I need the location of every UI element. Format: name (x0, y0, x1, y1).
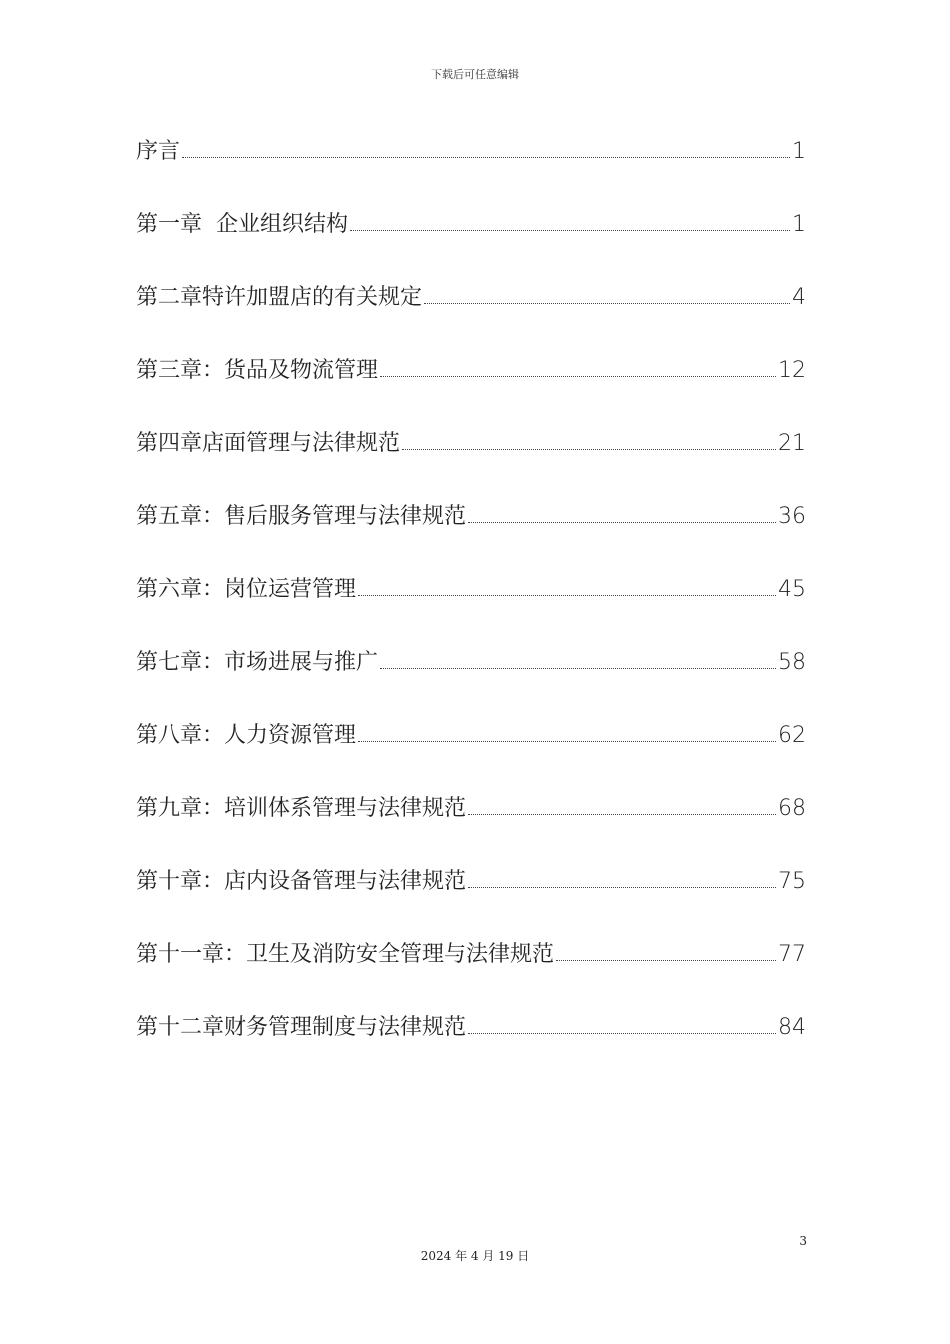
toc-entry-title: 第一章 企业组织结构 (136, 212, 348, 237)
toc-entry-page: 84 (778, 1015, 806, 1040)
toc-entry[interactable] (136, 641, 806, 714)
toc-entry-page: 21 (778, 431, 806, 456)
toc-entry-page: 68 (778, 796, 806, 821)
toc-dot-leader (182, 157, 790, 158)
toc-entry-page: 12 (778, 358, 806, 383)
toc-entry-title: 第十二章财务管理制度与法律规范 (136, 1015, 467, 1040)
toc-dot-leader (358, 741, 776, 742)
toc-entry-title: 序言 (136, 139, 181, 164)
toc-dot-leader (556, 960, 776, 961)
toc-entry-title: 第二章特许加盟店的有关规定 (136, 285, 423, 310)
toc-entry-title: 第七章：市场进展与推广 (136, 650, 379, 675)
toc-entry-title: 第九章：培训体系管理与法律规范 (136, 796, 467, 821)
toc-dot-leader (402, 449, 776, 450)
toc-entry[interactable] (136, 787, 806, 860)
toc-entry[interactable] (136, 1006, 806, 1079)
toc-entry[interactable] (136, 933, 806, 1006)
toc-entry-page: 4 (792, 285, 806, 310)
page-header: 下载后可任意编辑 (431, 68, 519, 81)
toc-dot-leader (468, 522, 776, 523)
toc-entry[interactable] (136, 860, 806, 933)
toc-dot-leader (468, 1033, 776, 1034)
toc-dot-leader (380, 668, 776, 669)
toc-entry[interactable] (136, 568, 806, 641)
toc-entry-title: 第八章：人力资源管理 (136, 723, 357, 748)
toc-entry-page: 1 (792, 139, 806, 164)
toc-entry-page: 75 (778, 869, 806, 894)
toc-entry[interactable] (136, 714, 806, 787)
page-number: 3 (799, 1234, 807, 1248)
toc-entry-title: 第三章：货品及物流管理 (136, 358, 379, 383)
toc-entry-page: 1 (792, 212, 806, 237)
toc-entry-page: 62 (778, 723, 806, 748)
toc-entry[interactable] (136, 276, 806, 349)
footer-date: 2024 年 4 月 19 日 (420, 1249, 530, 1263)
toc-entry[interactable] (136, 203, 806, 276)
toc-entry-page: 45 (778, 577, 806, 602)
toc-dot-leader (468, 887, 776, 888)
toc-entry-title: 第六章：岗位运营管理 (136, 577, 357, 602)
toc-entry[interactable] (136, 349, 806, 422)
toc-dot-leader (468, 814, 776, 815)
toc-dot-leader (380, 376, 776, 377)
toc-dot-leader (350, 230, 790, 231)
toc-entry[interactable] (136, 130, 806, 203)
toc-entry-title: 第十章：店内设备管理与法律规范 (136, 869, 467, 894)
toc-entry[interactable] (136, 495, 806, 568)
toc-entry-title: 第四章店面管理与法律规范 (136, 431, 401, 456)
toc-entry-page: 58 (778, 650, 806, 675)
toc-dot-leader (358, 595, 776, 596)
toc-dot-leader (424, 303, 790, 304)
toc-entry-title: 第五章：售后服务管理与法律规范 (136, 504, 467, 529)
table-of-contents (136, 130, 806, 1079)
toc-entry-page: 77 (778, 942, 806, 967)
toc-entry-page: 36 (778, 504, 806, 529)
toc-entry[interactable] (136, 422, 806, 495)
toc-entry-title: 第十一章：卫生及消防安全管理与法律规范 (136, 942, 555, 967)
